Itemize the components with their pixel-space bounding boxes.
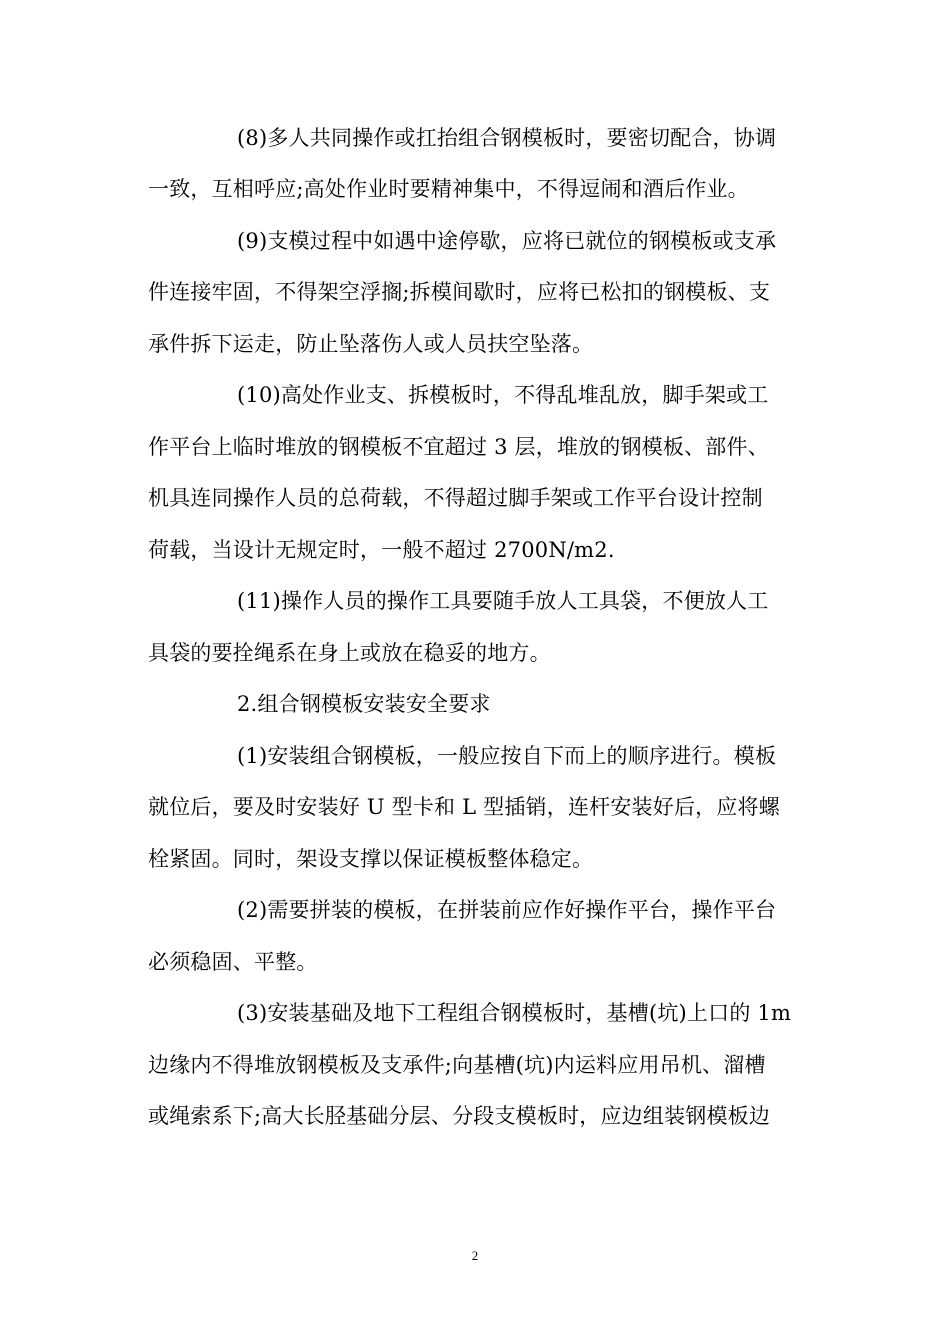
- text-line: (11)操作人员的操作工具要随手放人工具袋，不便放人工: [237, 589, 769, 613]
- text-line: 栓紧固。同时，架设支撑以保证模板整体稳定。: [148, 847, 594, 871]
- text-line: (2)需要拼装的模板，在拼装前应作好操作平台，操作平台: [237, 898, 777, 922]
- text-line: (1)安装组合钢模板，一般应按自下而上的顺序进行。模板: [237, 744, 777, 768]
- text-line: 机具连同操作人员的总荷载，不得超过脚手架或工作平台设计控制: [148, 486, 763, 510]
- text-line: 一致，互相呼应;高处作业时要精神集中，不得逗闹和酒后作业。: [148, 177, 749, 201]
- text-line: 荷载，当设计无规定时，一般不超过 2700N/m2.: [148, 538, 615, 562]
- text-line: 具袋的要拴绳系在身上或放在稳妥的地方。: [148, 641, 551, 665]
- text-line: (8)多人共同操作或扛抬组合钢模板时，要密切配合，协调: [237, 126, 777, 150]
- text-line: (9)支模过程中如遇中途停歇，应将已就位的钢模板或支承: [237, 229, 777, 253]
- section-heading: 2.组合钢模板安装安全要求: [237, 692, 491, 716]
- text-line: (3)安装基础及地下工程组合钢模板时，基槽(坑)上口的 1m: [237, 1001, 792, 1025]
- text-line: 承件拆下运走，防止坠落伤人或人员扶空坠落。: [148, 332, 594, 356]
- text-line: 作平台上临时堆放的钢模板不宜超过 3 层，堆放的钢模板、部件、: [148, 435, 769, 459]
- text-line: 边缘内不得堆放钢模板及支承件;向基槽(坑)内运料应用吊机、溜槽: [148, 1053, 766, 1077]
- page-number: 2: [471, 1248, 479, 1263]
- text-line: 必须稳固、平整。: [148, 950, 318, 974]
- text-line: 或绳索系下;高大长胫基础分层、分段支模板时，应边组装钢模板边: [148, 1104, 771, 1128]
- text-line: (10)高处作业支、拆模板时，不得乱堆乱放，脚手架或工: [237, 383, 769, 407]
- text-line: 就位后，要及时安装好 U 型卡和 L 型插销，连杆安装好后，应将螺: [148, 795, 780, 819]
- text-line: 件连接牢固，不得架空浮搁;拆模间歇时，应将已松扣的钢模板、支: [148, 280, 771, 304]
